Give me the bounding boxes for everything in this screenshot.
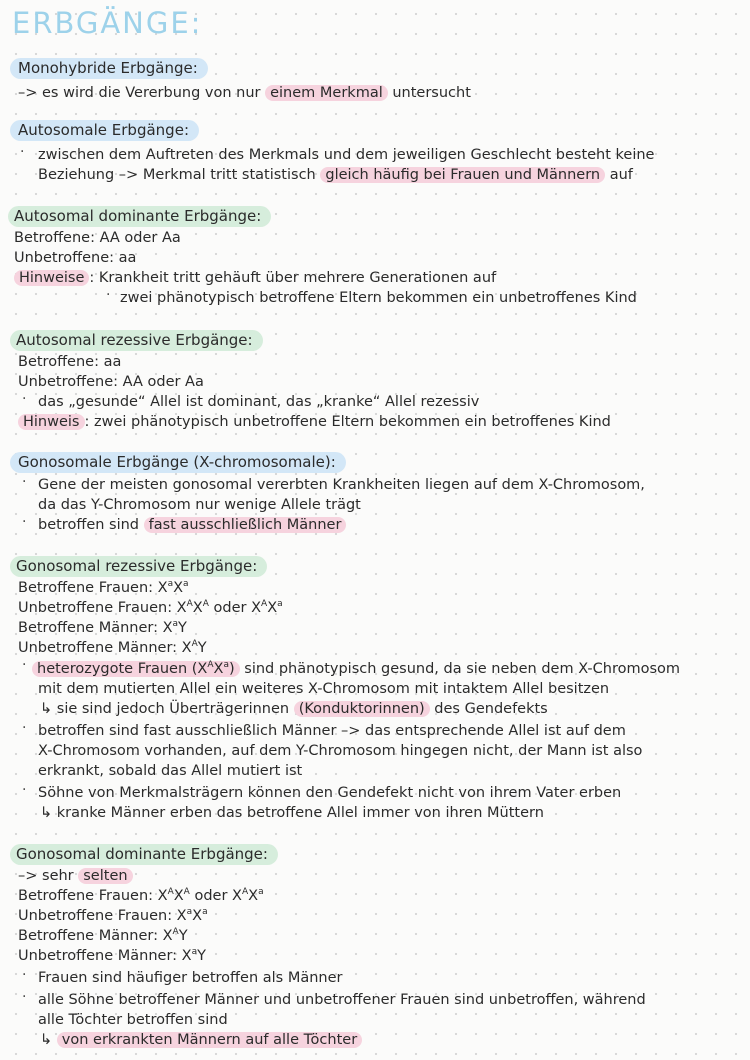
bullet: · [106,287,111,303]
gr-unaffected-women: Unbetroffene Frauen: $X^AX^A$ oder $X^AX^a$ [18,599,283,616]
page-title: ERBGÄNGE: [12,6,203,40]
heading-gonosomal-dominant: Gonosomal dominante Erbgänge: [10,844,278,864]
gd-unaffected-women: Unbetroffene Frauen: $X^aX^a$ [18,907,208,924]
monohybrid-highlight: einem Merkmal [265,85,388,101]
gonosomal-line-1: Gene der meisten gonosomal vererbten Krankheiten liegen auf dem X-Chromosom, [38,477,645,493]
bullet: · [22,720,27,736]
bullet: · [22,782,27,798]
daughters-highlight: von erkrankten Männern auf alle Töchter [57,1032,362,1048]
monohybrid-line [18,83,471,103]
gd-bullet-2-line-1: alle Söhne betroffener Männer und unbetroffener Frauen sind unbetroffen, während [38,992,646,1008]
gr-affected-women: Betroffene Frauen: $X^aX^a$ [18,579,189,596]
gr-affected-men: Betroffene Männer: $X^aY$ [18,619,187,636]
gonosomal-line-2: da das Y-Chromosom nur wenige Allele trägt [38,497,361,513]
ar-hint-text: : zwei phänotypisch unbetroffene Eltern bekommen ein betroffenes Kind [84,414,611,430]
heading-autosomal-recessive: Autosomal rezessive Erbgänge: [10,330,263,350]
gd-unaffected-men: Unbetroffene Männer: $X^aY$ [18,947,206,964]
bullet: · [22,657,27,673]
gd-bullet-1: Frauen sind häufiger betroffen als Männer [38,970,343,986]
monohybrid-line-pre: –> es wird die Vererbung von nur [18,85,266,101]
autosomal-line-1: zwischen dem Auftreten des Merkmals und dem jeweiligen Geschlecht besteht keine [38,147,655,163]
bullet: · [22,514,27,530]
gonosomal-highlight: fast ausschließlich Männer [144,517,347,533]
ad-hint-label: Hinweise [14,270,89,286]
bullet: · [22,474,27,490]
gr-bullet-2-line-3: erkrankt, sobald das Allel mutiert ist [38,763,303,779]
monohybrid-line-post: untersucht [387,85,471,101]
gd-affected-women: Betroffene Frauen: $X^AX^A$ oder $X^AX^a$ [18,887,264,904]
gr-bullet-2-line-2: X-Chromosom vorhanden, auf dem Y-Chromosom hingegen nicht, der Mann ist also [38,743,643,759]
gd-rare: –> sehr selten [18,866,133,886]
gd-bullet-2-line-2: alle Töchter betroffen sind [38,1012,228,1028]
heading-autosomal: Autosomale Erbgänge: [10,120,199,140]
heading-gonosomal-recessive: Gonosomal rezessive Erbgänge: [10,556,267,576]
gr-bullet-3-line-2: ↳ kranke Männer erben das betroffene Allel immer von ihren Müttern [40,805,544,821]
autosomal-line-2-pre: Beziehung –> Merkmal tritt statistisch [38,167,321,183]
bullet: · [22,989,27,1005]
gr-bullet-1-line-1: heterozygote Frauen $(X^AX^a)$ sind phänotypisch gesund, da sie neben dem X-Chromosom [32,659,680,679]
gr-bullet-1-line-2: mit dem mutierten Allel ein weiteres X-Chromosom mit intaktem Allel besitzen [38,681,610,697]
heading-gonosomal-recessive-text: Gonosomal rezessive Erbgänge [16,557,253,575]
bullet: · [22,967,27,983]
ad-unaffected: Unbetroffene: aa [14,250,137,266]
heading-monohybrid-text: Monohybride Erbgänge [18,59,193,77]
ar-affected: Betroffene: aa [18,354,122,370]
ar-unaffected: Unbetroffene: AA oder Aa [18,374,204,390]
autosomal-line-2 [38,165,633,185]
gr-bullet-2-line-1: betroffen sind fast ausschließlich Männer –> das entsprechende Allel ist auf dem [38,723,626,739]
gr-bullet-1-line-3: ↳ sie sind jedoch Überträgerinnen (Konduktorinnen) des Gendefekts [40,701,548,717]
heading-autosomal-dominant-text: Autosomal dominante Erbgänge [14,207,257,225]
heading-gonosomal: Gonosomale Erbgänge (X-chromosomale): [10,452,346,472]
bullet: · [20,144,25,160]
heading-gonosomal-dominant-text: Gonosomal dominante Erbgänge [16,845,263,863]
gr-unaffected-men: Unbetroffene Männer: $X^AY$ [18,639,207,656]
heading-autosomal-text: Autosomale Erbgänge [18,121,184,139]
gd-affected-men: Betroffene Männer: $X^AY$ [18,927,188,944]
ar-hint [18,412,611,432]
gr-bullet-3-line-1: Söhne von Merkmalsträgern können den Gendefekt nicht von ihrem Vater erben [38,785,622,801]
ad-hint-1 [14,268,496,288]
ad-affected: Betroffene: AA oder Aa [14,230,181,246]
page-title-text: ERBGÄNGE [12,6,191,40]
heading-autosomal-recessive-text: Autosomal rezessive Erbgänge [16,331,248,349]
heading-autosomal-dominant: Autosomal dominante Erbgänge: [8,206,271,226]
autosomal-highlight: gleich häufig bei Frauen und Männern [320,167,605,183]
ad-hint-2: zwei phänotypisch betroffene Eltern bekommen ein unbetroffenes Kind [120,290,637,306]
conductor-highlight: (Konduktorinnen) [294,701,430,717]
heading-gonosomal-text: Gonosomale Erbgänge (X-chromosomale) [18,453,331,471]
ar-allele-note: das „gesunde“ Allel ist dominant, das „kranke“ Allel rezessiv [38,394,480,410]
rare-highlight: selten [78,868,132,884]
autosomal-line-2-post: auf [605,167,633,183]
heading-monohybrid: Monohybride Erbgänge: [10,58,208,78]
gonosomal-line-3 [38,515,346,535]
gonosomal-line-3-pre: betroffen sind [38,517,144,533]
bullet: · [22,391,27,407]
ad-hint-1-text: : Krankheit tritt gehäuft über mehrere Generationen auf [89,270,497,286]
gd-bullet-2-line-3: ↳ von erkrankten Männern auf alle Töchter [40,1030,362,1050]
ar-hint-label: Hinweis [18,414,85,430]
